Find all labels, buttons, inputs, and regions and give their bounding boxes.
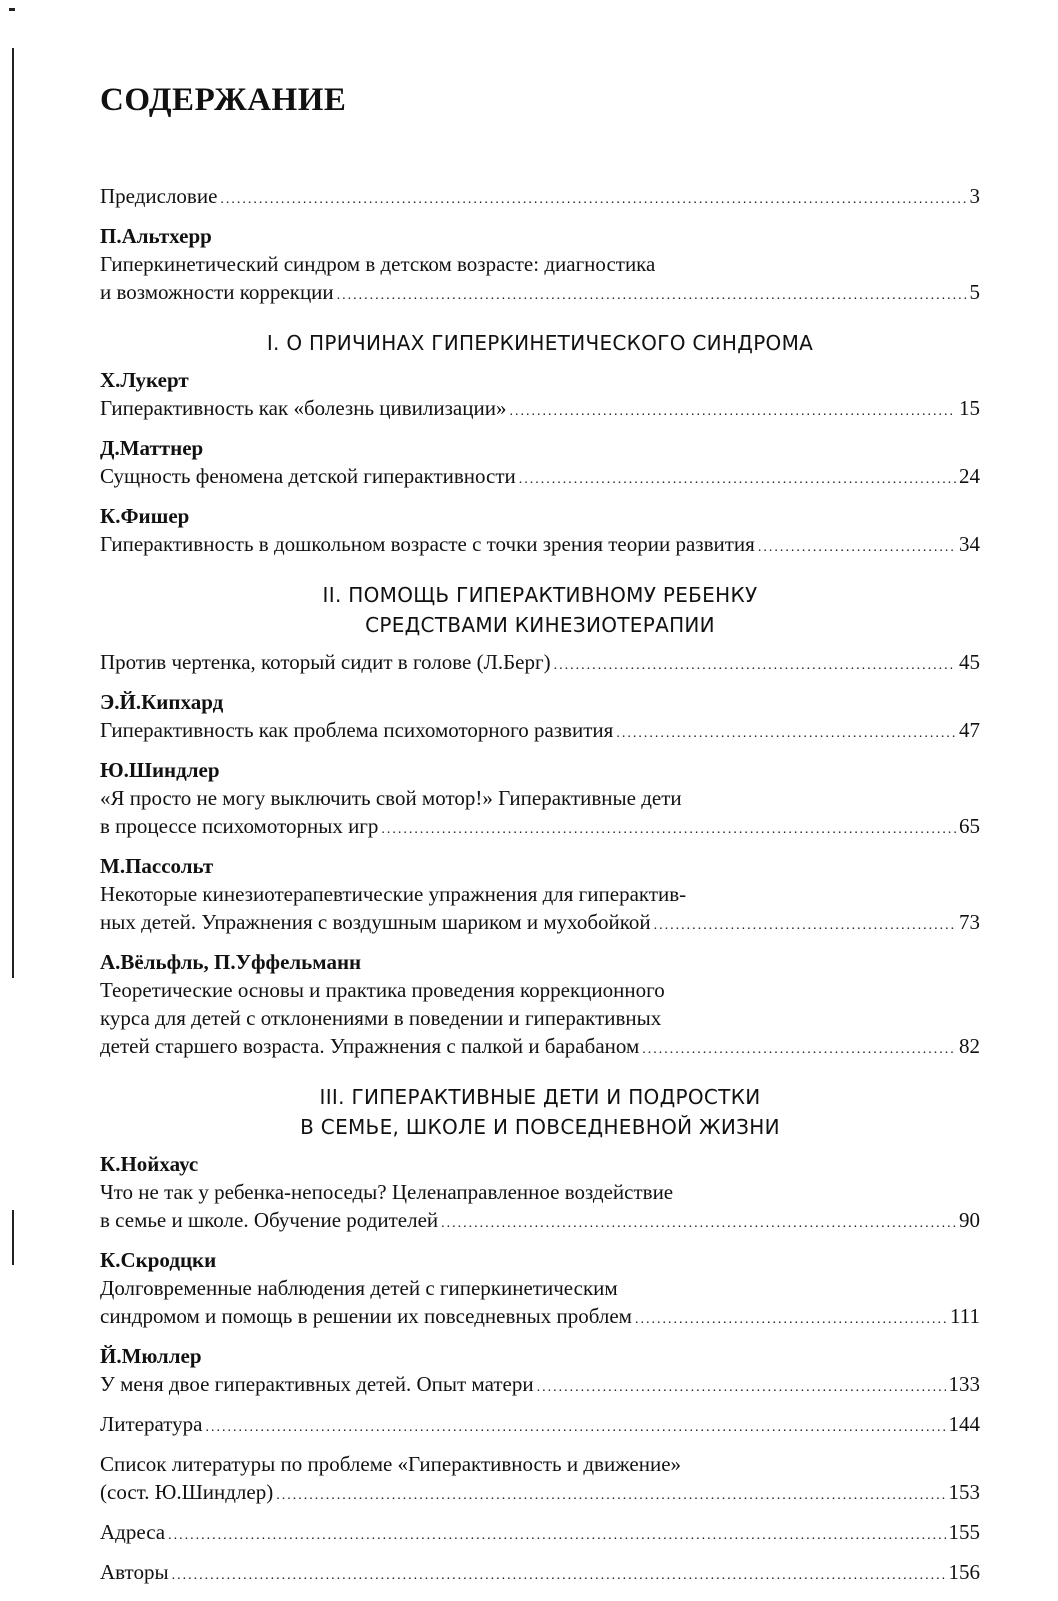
entry-author: А.Вёльфль, П.Уффельманн [100, 950, 362, 974]
section-heading-line: I. О ПРИЧИНАХ ГИПЕРКИНЕТИЧЕСКОГО СИНДРОМА [266, 331, 814, 355]
entry-leader-line [100, 812, 980, 844]
entry-title-last-line: Адреса [100, 1520, 166, 1544]
toc-entry [100, 182, 980, 214]
entry-title-last-line: Сущность феномена детской гиперактивности [100, 464, 516, 488]
scan-margin-line-top [12, 48, 14, 978]
entry-leader-line [100, 1558, 980, 1590]
toc-entry [100, 1246, 980, 1334]
dot-leader [509, 398, 956, 426]
entry-leader-line [100, 1032, 980, 1064]
section-heading-line: СРЕДСТВАМИ КИНЕЗИОТЕРАПИИ [365, 613, 715, 637]
entry-leader-line [100, 1206, 980, 1238]
section-heading [100, 328, 980, 358]
page-number: 34 [959, 532, 980, 556]
page-number: 3 [969, 184, 980, 208]
toc-entry [100, 1342, 980, 1402]
toc-entry [100, 434, 980, 494]
dot-leader [220, 186, 966, 214]
entry-author: Х.Лукерт [100, 368, 189, 392]
entry-leader-line [100, 1370, 980, 1402]
entry-leader-line [100, 1410, 980, 1442]
entry-leader-line [100, 530, 980, 562]
toc-entry [100, 1450, 980, 1510]
entry-title-line: Долговременные наблюдения детей с гиперкинетическим [100, 1276, 618, 1300]
page-number: 82 [959, 1034, 980, 1058]
entry-title-line: Теоретические основы и практика проведения коррекционного [100, 978, 665, 1002]
page-number: 73 [959, 910, 980, 934]
toc-entry [100, 502, 980, 562]
entry-title-line: Список литературы по проблеме «Гиперактивность и движение» [100, 1452, 682, 1476]
dot-leader [168, 1522, 945, 1550]
entry-leader-line [100, 1478, 980, 1510]
entry-leader-line [100, 182, 980, 214]
toc-entry [100, 756, 980, 844]
dot-leader [519, 466, 956, 494]
entry-title-last-line: Против чертенка, который сидит в голове (Л.Берг) [100, 650, 551, 674]
dot-leader [337, 282, 967, 310]
toc-entry [100, 1558, 980, 1590]
toc-entry [100, 1150, 980, 1238]
dot-leader [654, 912, 956, 940]
entry-leader-line [100, 394, 980, 426]
entry-title-last-line: Авторы [100, 1560, 169, 1584]
entry-leader-line [100, 716, 980, 748]
entry-author: К.Скродцки [100, 1248, 217, 1272]
entry-leader-line [100, 908, 980, 940]
page-number: 156 [948, 1560, 980, 1584]
dot-leader [554, 652, 956, 680]
page-number: 90 [959, 1208, 980, 1232]
entry-title-last-line: У меня двое гиперактивных детей. Опыт матери [100, 1372, 534, 1396]
entry-title-last-line: в процессе психомоторных игр [100, 814, 379, 838]
entry-leader-line [100, 1302, 980, 1334]
entry-title-last-line: и возможности коррекции [100, 280, 334, 304]
entry-author: Й.Мюллер [100, 1344, 202, 1368]
dot-leader [276, 1482, 945, 1510]
dot-leader [381, 816, 956, 844]
section-heading-line: II. ПОМОЩЬ ГИПЕРАКТИВНОМУ РЕБЕНКУ [322, 583, 758, 607]
toc-entry [100, 688, 980, 748]
entry-title-last-line: Литература [100, 1412, 203, 1436]
toc-entry [100, 852, 980, 940]
dot-leader [635, 1306, 947, 1334]
entry-title-last-line: синдромом и помощь в решении их повседневных проблем [100, 1304, 632, 1328]
entry-author: Д.Маттнер [100, 436, 204, 460]
toc-entry [100, 648, 980, 680]
dot-leader [616, 720, 956, 748]
page-number: 65 [959, 814, 980, 838]
entry-author: К.Нойхаус [100, 1152, 199, 1176]
page-number: 47 [959, 718, 980, 742]
entry-title-line: Некоторые кинезиотерапевтические упражнения для гиперактив- [100, 882, 687, 906]
entry-leader-line [100, 1518, 980, 1550]
entry-author: М.Пассольт [100, 854, 214, 878]
entry-title-last-line: Гиперактивность как проблема психомоторного развития [100, 718, 614, 742]
toc-entry [100, 1410, 980, 1442]
toc-list [100, 182, 980, 1590]
entry-author: Э.Й.Кипхард [100, 690, 224, 714]
page-number: 133 [948, 1372, 980, 1396]
entry-leader-line [100, 648, 980, 680]
entry-title-last-line: (сост. Ю.Шиндлер) [100, 1480, 274, 1504]
entry-title-line: курса для детей с отклонениями в поведении и гиперактивных [100, 1006, 662, 1030]
entry-leader-line [100, 462, 980, 494]
page-number: 111 [950, 1304, 980, 1328]
page-number: 155 [948, 1520, 980, 1544]
page-number: 144 [948, 1412, 980, 1436]
toc-entry [100, 222, 980, 310]
section-heading-line: В СЕМЬЕ, ШКОЛЕ И ПОВСЕДНЕВНОЙ ЖИЗНИ [300, 1115, 780, 1139]
dot-leader [758, 534, 956, 562]
toc-entry [100, 366, 980, 426]
entry-title-last-line: в семье и школе. Обучение родителей [100, 1208, 439, 1232]
toc-page [100, 60, 980, 1590]
page-number: 153 [948, 1480, 980, 1504]
entry-title-last-line: ных детей. Упражнения с воздушным шариком и мухобойкой [100, 910, 651, 934]
page-number: 24 [959, 464, 980, 488]
entry-author: К.Фишер [100, 504, 190, 528]
page-number: 15 [959, 396, 980, 420]
dot-leader [642, 1036, 956, 1064]
scan-tick-mark [9, 8, 15, 11]
section-heading-line: III. ГИПЕРАКТИВНЫЕ ДЕТИ И ПОДРОСТКИ [319, 1085, 761, 1109]
toc-title: СОДЕРЖАНИЕ [100, 82, 347, 118]
entry-author: Ю.Шиндлер [100, 758, 220, 782]
scan-margin-line-bottom [12, 1210, 14, 1265]
entry-leader-line [100, 278, 980, 310]
page-number: 5 [969, 280, 980, 304]
section-heading [100, 1082, 980, 1142]
entry-title-line: Гиперкинетический синдром в детском возрасте: диагностика [100, 252, 656, 276]
entry-title-line: «Я просто не могу выключить свой мотор!» Гиперактивные дети [100, 786, 682, 810]
entry-title-last-line: Гиперактивность как «болезнь цивилизации» [100, 396, 507, 420]
entry-title-last-line: Предисловие [100, 184, 218, 208]
entry-title-last-line: детей старшего возраста. Упражнения с палкой и барабаном [100, 1034, 640, 1058]
entry-author: П.Альтхерр [100, 224, 212, 248]
page-number: 45 [959, 650, 980, 674]
section-heading [100, 580, 980, 640]
dot-leader [537, 1374, 946, 1402]
dot-leader [441, 1210, 956, 1238]
dot-leader [205, 1414, 945, 1442]
toc-entry [100, 1518, 980, 1550]
dot-leader [172, 1562, 946, 1590]
entry-title-line: Что не так у ребенка-непоседы? Целенаправленное воздействие [100, 1180, 674, 1204]
entry-title-last-line: Гиперактивность в дошкольном возрасте с точки зрения теории развития [100, 532, 755, 556]
toc-entry [100, 948, 980, 1064]
